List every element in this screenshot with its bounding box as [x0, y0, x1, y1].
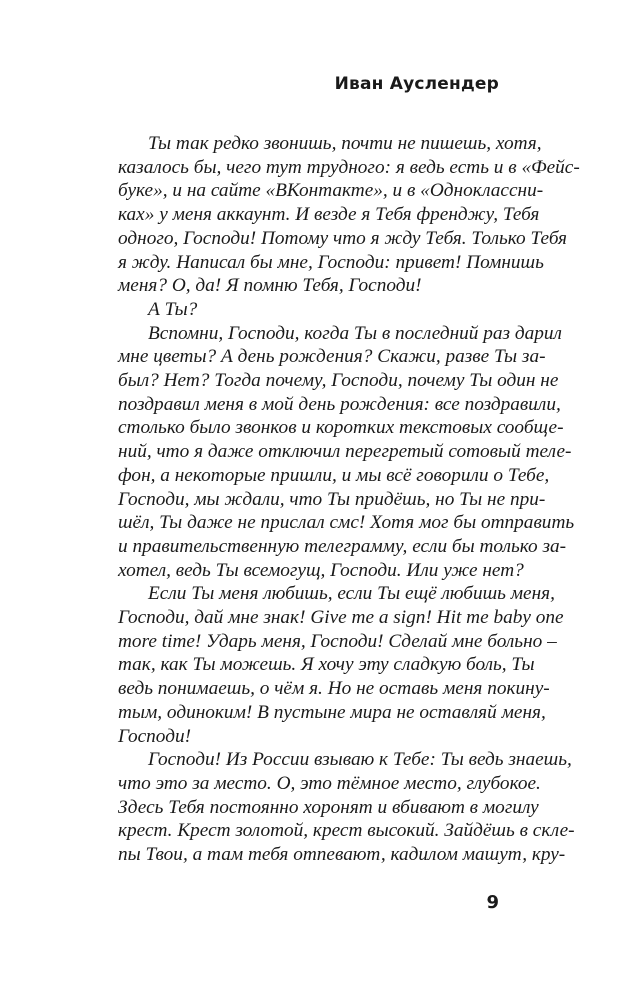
text-line: буке», и на сайте «ВКонтакте», и в «Одноклассни-: [118, 180, 544, 202]
text-line: Господи, дай мне знак! Give me a sign! Hit me baby one: [118, 607, 564, 629]
text-line: крест. Крест золотой, крест высокий. Зайдёшь в скле-: [118, 820, 575, 842]
text-line: и правительственную телеграмму, если бы только за-: [118, 535, 567, 557]
text-line: был? Нет? Тогда почему, Господи, почему Ты один не: [118, 370, 559, 392]
text-line: столько было звонков и коротких текстовых сообще-: [118, 417, 564, 439]
text-line: пы Твои, а там тебя отпевают, кадилом машут, кру-: [118, 844, 566, 866]
text-line: Господи, мы ждали, что Ты придёшь, но Ты не при-: [118, 488, 546, 510]
text-line: одного, Господи! Потому что я жду Тебя. Только Тебя: [118, 227, 568, 249]
text-line: хотел, ведь Ты всемогущ, Господи. Или уже нет?: [118, 559, 524, 581]
text-line: мне цветы? А день рождения? Скажи, разве Ты за-: [118, 346, 546, 368]
text-line: Ты так редко звонишь, почти не пишешь, хотя,: [148, 133, 542, 154]
text-line: меня? О, да! Я помню Тебя, Господи!: [118, 275, 422, 297]
text-line: поздравил меня в мой день рождения: все поздравили,: [118, 393, 561, 415]
text-line: А Ты?: [148, 298, 198, 320]
body-text: [118, 132, 580, 867]
running-header-author: Иван Ауслендер: [334, 74, 499, 94]
text-line: ках» у меня аккаунт. И везде я Тебя френджу, Тебя: [118, 204, 540, 226]
text-line: ведь понимаешь, о чём я. Но не оставь меня покину-: [118, 678, 550, 700]
text-line: Господи!: [118, 725, 192, 747]
text-line: я жду. Написал бы мне, Господи: привет! Помнишь: [118, 251, 544, 273]
text-line: тым, одиноким! В пустыне мира не оставляй меня,: [118, 701, 546, 723]
text-line: что это за место. О, это тёмное место, глубокое.: [118, 772, 541, 794]
text-line: ний, что я даже отключил перегретый сотовый теле-: [118, 441, 572, 463]
text-line: Вспомни, Господи, когда Ты в последний раз дарил: [148, 322, 562, 344]
page-number: 9: [486, 892, 499, 913]
text-line: Если Ты меня любишь, если Ты ещё любишь меня,: [148, 583, 555, 605]
text-line: фон, а некоторые пришли, и мы всё говорили о Тебе,: [118, 464, 550, 486]
text-line: шёл, Ты даже не прислал смс! Хотя мог бы отправить: [118, 512, 575, 534]
text-line: казалось бы, чего тут трудного: я ведь есть и в «Фейс-: [118, 156, 580, 178]
text-line: Здесь Тебя постоянно хоронят и вбивают в могилу: [118, 796, 539, 818]
text-line: more time! Ударь меня, Господи! Сделай мне больно –: [118, 630, 557, 652]
text-line: так, как Ты можешь. Я хочу эту сладкую боль, Ты: [118, 654, 535, 676]
text-line: Господи! Из России взываю к Тебе: Ты ведь знаешь,: [148, 749, 572, 771]
